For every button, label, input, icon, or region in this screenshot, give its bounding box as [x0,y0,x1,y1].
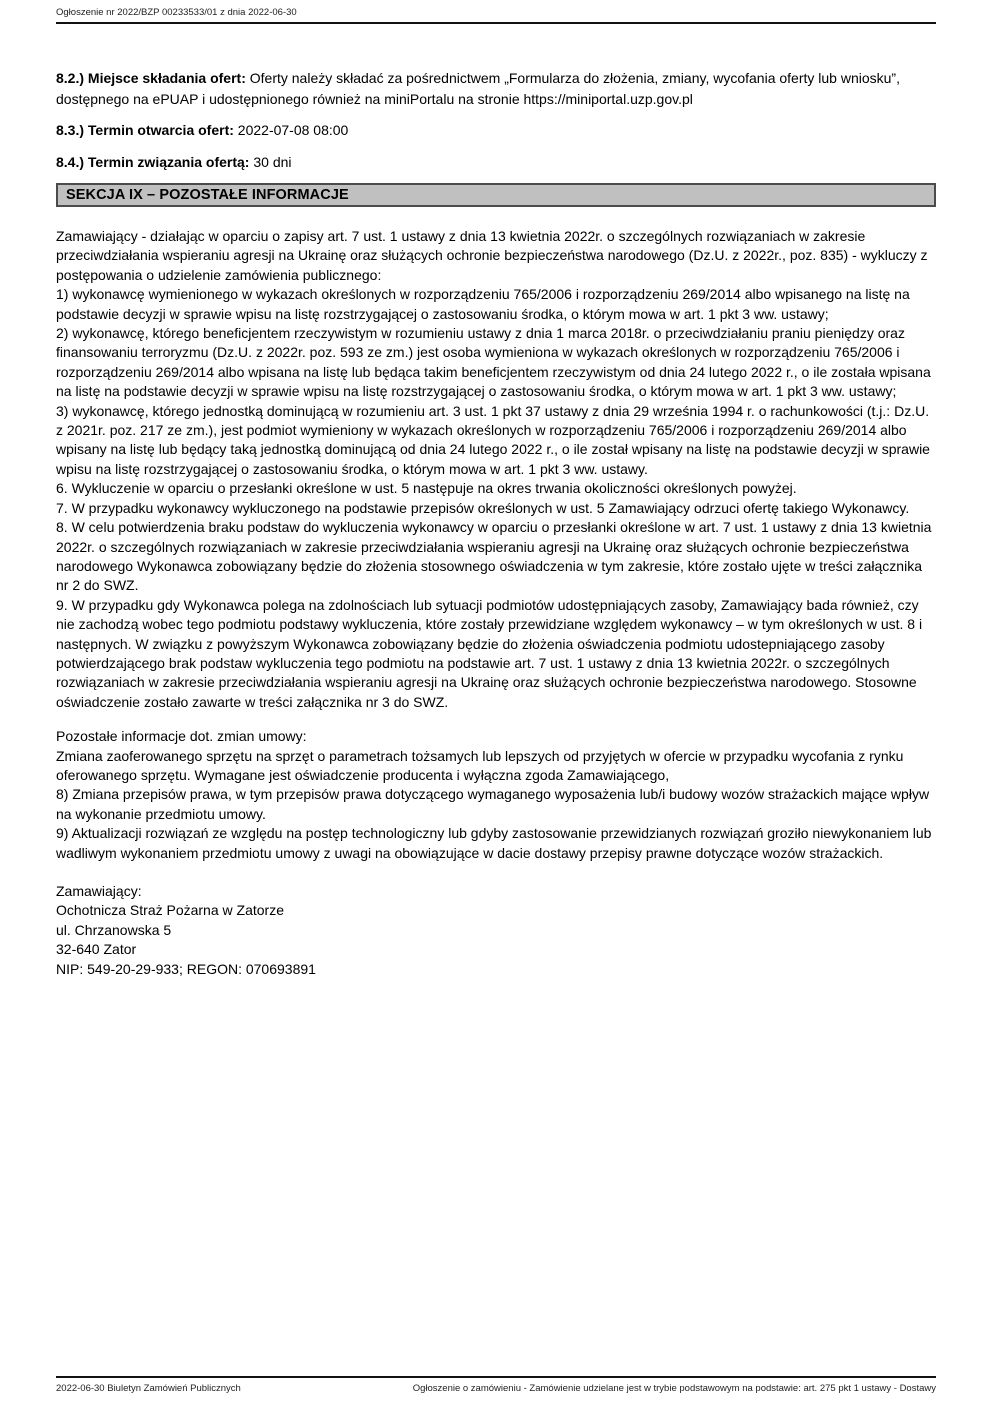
contract-change-item-8: 8) Zmiana przepisów prawa, w tym przepisów prawa dotyczącego wymaganego wyposażenia lub/i budowy wozów strażackich mające wpływ na wykonanie przedmiotu umowy. [56,786,930,822]
field-label: 8.2.) Miejsce składania ofert: [56,70,246,86]
authority-nip-regon: NIP: 549-20-29-933; REGON: 070693891 [56,960,316,977]
legal-paragraph-ust-6: 6. Wykluczenie w oparciu o przesłanki określone w ust. 5 następuje na okres trwania okoliczności określonych powyżej. [56,480,797,497]
document-header [56,0,936,24]
field-value: 2022-07-08 08:00 [237,122,349,138]
legal-paragraph-ust-7: 7. W przypadku wykonawcy wykluczonego na podstawie przepisów określonych w ust. 5 Zamawiający odrzuci ofertę takiego Wykonawcy. [56,499,910,516]
authority-name: Ochotnicza Straż Pożarna w Zatorze [56,902,284,919]
section-title: SEKCJA IX – POZOSTAŁE INFORMACJE [66,187,349,203]
contracting-authority [56,882,936,979]
field-label: 8.3.) Termin otwarcia ofert: [56,122,234,138]
legal-paragraph-item-2: 2) wykonawcę, którego beneficjentem rzeczywistym w rozumieniu ustawy z dnia 1 marca 2018r. o przeciwdziałaniu praniu pieniędzy oraz finansowaniu terroryzmu (Dz.U. z 2022r. poz. 593 ze zm.) jest osoba wymieniona w wykazach określonych w rozporządzeniu 765/2006 i rozporządzeniu 269/2014 albo wpisana na listę lub będąca takim beneficjentem rzeczywistym od dnia 24 lutego 2022 r., o ile została wpisana na listę na podstawie decyzji w sprawie wpisu na listę rozstrzygającej o zastosowaniu środka, o którym mowa w art. 1 pkt 3 ww. ustawy; [56,325,931,400]
contract-change-item-9: 9) Aktualizacji rozwiązań ze względu na postęp technologiczny lub gdyby zastosowanie przewidzianych rozwiązań groziło niewykonaniem lub wadliwym wykonaniem przedmiotu umowy z uwagi na obowiązujące w dacie dostawy przepisy prawne dotyczące wozów strażackich. [56,825,932,861]
section-body [56,227,936,979]
document-footer [56,1376,936,1395]
legal-paragraph-intro: Zamawiający - działając w oparciu o zapisy art. 7 ust. 1 ustawy z dnia 13 kwietnia 2022r. o szczególnych rozwiązaniach w zakresie przeciwdziałania wspieraniu agresji na Ukrainę oraz służących ochronie bezpieczeństwa narodowego (Dz.U. z 2022r., poz. 835) - wykluczy z postępowania o udzielenie zamówienia publicznego: [56,228,928,283]
footer-procedure-label: Ogłoszenie o zamówieniu - Zamówienie udzielane jest w trybie podstawowym na podstawie: art. 275 pkt 1 ustawy - Dostawy [412,1383,936,1394]
offer-fields [56,68,936,172]
footer-bulletin-label: 2022-06-30 Biuletyn Zamówień Publicznych [56,1383,241,1394]
field-label: 8.4.) Termin związania ofertą: [56,153,250,170]
contract-changes [56,727,936,863]
legal-paragraph-ust-9: 9. W przypadku gdy Wykonawca polega na zdolnościach lub sytuacji podmiotów udostępniających zasoby, Zamawiający bada również, czy nie zachodzą wobec tego podmiotu podstawy wykluczenia, które zostały przewidziane względem wykonawcy – w tym określonych w ust. 8 i następnych. W związku z powyższym Wykonawca zobowiązany będzie do złożenia oświadczenia podmiotu udostepniającego zasoby potwierdzającego brak podstaw wykluczenia tego podmiotu na podstawie art. 7 ust. 1 ustawy z dnia 13 kwietnia 2022r. o szczególnych rozwiązaniach w zakresie przeciwdziałania wspieraniu agresji na Ukrainę oraz służących ochronie bezpieczeństwa narodowego. Stosowne oświadczenie zostało zawarte w treści załącznika nr 3 do SWZ. [56,596,923,710]
contract-changes-heading: Pozostałe informacje dot. zmian umowy: [56,728,307,745]
exclusion-provisions [56,227,936,712]
contract-change-paragraph: Zmiana zaoferowanego sprzętu na sprzęt o parametrach tożsamych lub lepszych od przyjętych w ofercie w przypadku wycofania z rynku oferowanego sprzętu. Wymagane jest oświadczenie producenta i wyłączna zgoda Zamawiającego, [56,747,904,783]
section-header-bar [56,183,936,207]
legal-paragraph-item-1: 1) wykonawcę wymienionego w wykazach określonych w rozporządzeniu 765/2006 i rozporządzeniu 269/2014 albo wpisanego na listę na podstawie decyzji w sprawie wpisu na listę rozstrzygającej o zastosowaniu środka, o którym mowa w art. 1 pkt 3 ww. ustawy; [56,286,910,322]
legal-paragraph-item-3: 3) wykonawcę, którego jednostką dominującą w rozumieniu art. 3 ust. 1 pkt 37 ustawy z dnia 29 września 1994 r. o rachunkowości (t.j.: Dz.U. z 2021r. poz. 217 ze zm.), jest podmiot wymieniony w wykazach określonych w rozporządzeniu 765/2006 i rozporządzeniu 269/2014 albo wpisany na listę lub będący taką jednostką dominującą od dnia 24 lutego 2022 r., o ile został wpisany na listę na podstawie decyzji w sprawie wpisu na listę rozstrzygającej o zastosowaniu środka, o którym mowa w art. 1 pkt 3 ww. ustawy. [56,402,930,477]
field-termin-otwarcia-ofert [56,120,936,141]
authority-label: Zamawiający: [56,883,142,899]
field-miejsce-skladania-ofert [56,68,936,109]
field-termin-zwiazania-oferta [56,152,936,173]
legal-paragraph-ust-8: 8. W celu potwierdzenia braku podstaw do wykluczenia wykonawcy w oparciu o przesłanki określone w art. 7 ust. 1 ustawy z dnia 13 kwietnia 2022r. o szczególnych rozwiązaniach w zakresie przeciwdziałania wspieraniu agresji na Ukrainę oraz służących ochronie bezpieczeństwa narodowego Wykonawca zobowiązany będzie do złożenia stosownego oświadczenia w tym zakresie, które zostało ujęte w treści załącznika nr 2 do SWZ. [56,519,932,594]
authority-street: ul. Chrzanowska 5 [56,921,172,938]
field-value: 30 dni [253,153,292,170]
field-value: Oferty należy składać za pośrednictwem „Formularza do złożenia, zmiany, wycofania oferty lub wniosku”, dostępnego na ePUAP i udostępnionego również na miniPortalu na stronie https://miniportal.uzp.gov.pl [56,70,900,107]
authority-city: 32-640 Zator [56,941,137,958]
announcement-reference: Ogłoszenie nr 2022/BZP 00233533/01 z dnia 2022-06-30 [56,7,297,18]
